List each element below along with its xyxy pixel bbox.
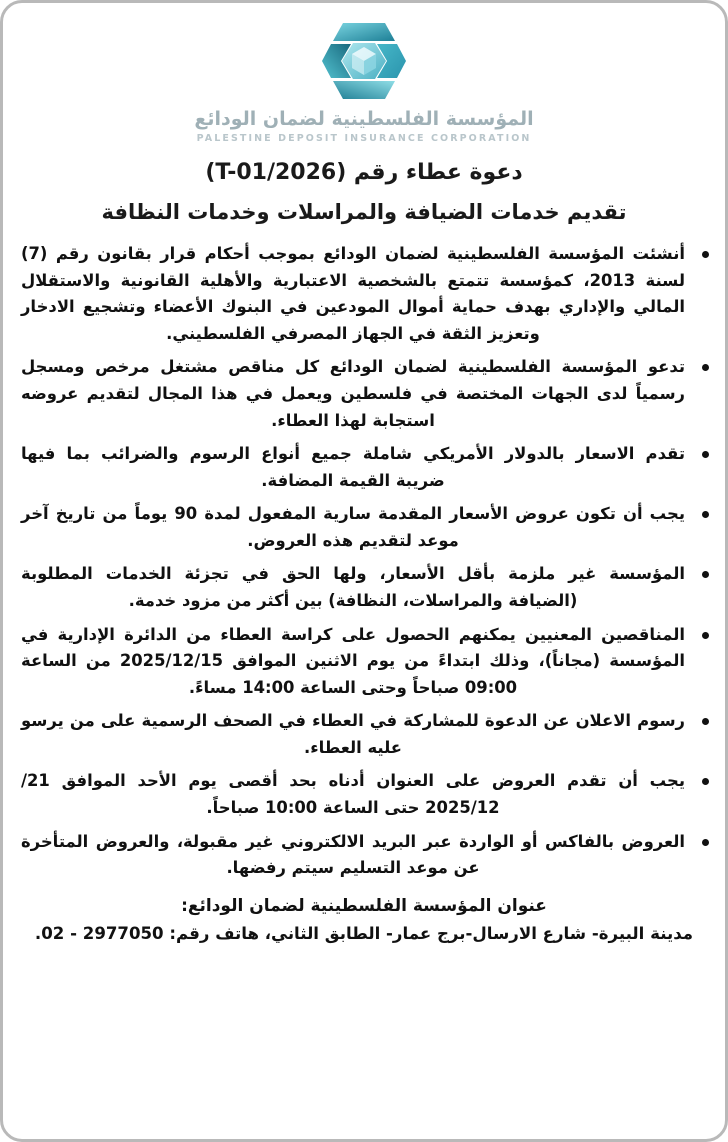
page-subtitle: تقديم خدمات الضيافة والمراسلات وخدمات النظافة xyxy=(101,199,627,224)
address-footer xyxy=(3,894,725,947)
clause-text: أنشئت المؤسسة الفلسطينية لضمان الودائع بموجب أحكام قرار بقانون رقم (7) لسنة 2013، كمؤسسة تتمتع بالشخصية الاعتبارية والأهلية القانونية والاستقلال المالي والإداري بهدف حماية أموال المودعين في البنوك الأعضاء وتشجيع الادخار وتعزيز الثقة في الجهاز المصرفي الفلسطيني. xyxy=(21,244,686,343)
hexagon-gem-icon xyxy=(303,15,425,107)
clause-text: المناقصين المعنيين يمكنهم الحصول على كراسة العطاء من الدائرة الإدارية في المؤسسة (مجاناً)، وذلك ابتداءً من يوم الاثنين الموافق 2025/12/15 من الساعة 09:00 صباحاً وحتى الساعة 14:00 مساءً. xyxy=(21,624,685,697)
clause-item xyxy=(21,708,711,761)
clause-text: يجب أن تكون عروض الأسعار المقدمة سارية المفعول لمدة 90 يوماً من تاريخ آخر موعد لتقديم هذه العروض. xyxy=(21,504,685,550)
document-header xyxy=(3,3,725,144)
clause-list xyxy=(3,241,725,882)
bullet-icon xyxy=(702,511,709,518)
bullet-icon xyxy=(702,718,709,725)
bullet-icon xyxy=(702,251,709,258)
page-title: دعوة عطاء رقم (T-01/2026) xyxy=(205,159,523,185)
clause-text: يجب أن تقدم العروض على العنوان أدناه بحد أقصى يوم الأحد الموافق 21/ 2025/12 حتى الساعة 10:00 صباحاً. xyxy=(21,771,685,818)
clause-item xyxy=(21,441,711,494)
clause-item xyxy=(21,241,711,347)
bullet-icon xyxy=(702,364,709,371)
clause-item xyxy=(21,768,711,821)
logo-arabic-name: المؤسسة الفلسطينية لضمان الودائع xyxy=(194,108,534,130)
clause-item xyxy=(21,829,711,882)
clause-text: تقدم الاسعار بالدولار الأمريكي شاملة جميع أنواع الرسوم والضرائب بما فيها ضريبة القيمة المضافة. xyxy=(21,444,685,490)
address-line: مدينة البيرة- شارع الارسال-برج عمار- الطابق الثاني، هاتف رقم: 2977050 - 02. xyxy=(34,924,694,944)
bullet-icon xyxy=(702,571,709,578)
address-title: عنوان المؤسسة الفلسطينية لضمان الودائع: xyxy=(181,895,547,916)
clause-text: العروض بالفاكس أو الواردة عبر البريد الالكتروني غير مقبولة، والعروض المتأخرة عن موعد التسليم سيتم رفضها. xyxy=(21,831,685,878)
clause-text: تدعو المؤسسة الفلسطينية لضمان الودائع كل مناقص مشتغل مرخص ومسجل رسمياً لدى الجهات المختصة في فلسطين ويعمل في هذا المجال لتقديم عروضه استجابة لهذا العطاء. xyxy=(21,357,685,430)
clause-text: المؤسسة غير ملزمة بأقل الأسعار، ولها الحق في تجزئة الخدمات المطلوبة (الضيافة والمراسلات، النظافة) بين أكثر من مزود خدمة. xyxy=(21,564,685,610)
bullet-icon xyxy=(702,632,709,639)
clause-text: رسوم الاعلان عن الدعوة للمشاركة في العطاء في الصحف الرسمية على من يرسو عليه العطاء. xyxy=(21,711,685,757)
logo-english-name: PALESTINE DEPOSIT INSURANCE CORPORATION xyxy=(196,132,532,144)
bullet-icon xyxy=(702,778,709,785)
clause-item xyxy=(21,501,711,554)
bullet-icon xyxy=(702,839,709,846)
bullet-icon xyxy=(702,451,709,458)
clause-item xyxy=(21,561,711,614)
clause-item xyxy=(21,622,711,702)
clause-item xyxy=(21,354,711,434)
